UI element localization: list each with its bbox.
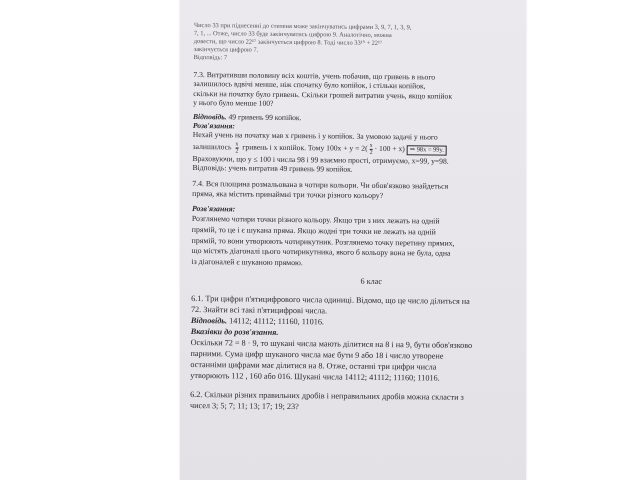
fraction — [235, 141, 238, 154]
problem-text-line: 6.1. Три цифри п'ятицифрового числа одиниці. Відомо, що це число ділиться на — [191, 293, 470, 306]
hint-line: парними. Сума цифр шуканого числа має бути 9 або 18 і число утворене — [190, 348, 444, 361]
hint-line: утворюють 112 , 160 або 016. Шукані числа 14112; 41112; 11160; 11016. — [190, 370, 440, 383]
document-page — [180, 0, 526, 480]
solution-line: із діагоналей є шуканою прямою. — [191, 256, 303, 267]
problem-7-4 — [191, 179, 512, 271]
problem-text-line: у нього було менше 100? — [193, 98, 274, 109]
text-line: Число 33 при піднесенні до степеня може закінчуватись цифрами 3, 9, 7, 1, 3, 9, — [193, 22, 412, 32]
answer-text: 14112; 41112; 11160, 11016. — [229, 316, 325, 327]
fraction-denominator: 2 — [235, 148, 239, 155]
fraction-denominator: 2 — [369, 149, 373, 156]
answer-label: Відповідь. — [192, 111, 227, 121]
solution-line: прямій, то вони утворюють чотирикутник. Розглянемо точку перетину прямих, — [191, 235, 455, 248]
problem-text-line: 6.2. Скільки різних правильних дробів і неправильних дробів можна скласти з — [190, 389, 464, 402]
problem-text-line: пряма, яка містить принаймні три точки різного кольору? — [192, 189, 384, 201]
problem-text-line: 72. Знайти всі такі п'ятицифрові числа. — [190, 304, 328, 316]
solution-text: залишилось — [192, 141, 232, 152]
problem-text-line: скільки на початку було гривень. Скільки грошей витратив учень, якщо копійок — [193, 88, 453, 101]
page-content — [190, 22, 514, 414]
solution-text: гривень і x копійок. Тому 100x + y = 2( — [242, 142, 368, 153]
fraction — [370, 142, 373, 155]
solution-line: Розглянемо чотири точки різного кольору. Якщо три з них лежать на одній — [191, 214, 440, 227]
problem-text-line: 7.3. Витративши половину всіх коштів, учень побачив, що гривень в нього — [193, 69, 436, 82]
problem-text-line: 7.4. Вся площина розмальована в чотири кольори. Чи обов'язково знайдеться — [192, 178, 449, 191]
fraction-numerator: x — [235, 141, 239, 148]
text-line: довести, що число 22¹⁷ закінчується цифрою 8. Тоді число 33¹⁹ + 22¹⁷ — [193, 37, 383, 47]
text-line: 7, 1, ... Отже, число 33 буде закінчуватись цифрою 9. Аналогічно, можна — [193, 29, 392, 40]
problem-text-line: чисел 3; 5; 7; 11; 13; 17; 19; 23? — [189, 400, 299, 411]
solution-heading: Розв'язання: — [192, 203, 236, 214]
solution-line: Нехай учень на початку мав x гривень і y копійок. За умовою задачі у нього — [192, 130, 438, 142]
solution-line: прямій, то це і є шукана пряма. Якщо жодні три точки не лежать на одній — [191, 225, 436, 237]
hints-heading: Вказівки до розв'язання. — [190, 326, 279, 337]
boxed-result: ⇒ 98x = 99y. — [407, 145, 447, 155]
answer-line: Відповідь: 7 — [193, 53, 228, 62]
solution-line: що містять діагоналі цього чотирикутника, якого б кольору вона не була, одна — [191, 246, 451, 258]
hint-line: останніми цифрами має ділитися на 8. Отже, останні три цифри числа — [190, 359, 437, 372]
hint-line: Оскільки 72 = 8 · 9, то шукані числа мають ділитися на 8 і на 9, бути обов'язково — [190, 337, 473, 350]
problem-6-1 — [190, 293, 511, 384]
top-block — [194, 22, 514, 65]
problem-7-3 — [192, 70, 513, 176]
solution-heading: Розв'язання: — [192, 121, 236, 131]
solution-text: · 100 + x) — [374, 143, 405, 154]
problem-6-2 — [190, 389, 510, 414]
fraction-numerator: x — [369, 142, 373, 149]
answer-text: 49 гривень 99 копійок. — [228, 111, 302, 122]
solution-line: Відповідь: учень витратив 49 гривень 99 копійок. — [192, 163, 353, 174]
answer-label: Відповідь. — [190, 315, 228, 326]
text-line: закінчується цифрою 7. — [193, 45, 259, 54]
grade-heading: 6 клас — [360, 277, 383, 287]
problem-text-line: залишилось вдвічі менше, ніж спочатку було копійок, і стільки копійок, — [193, 79, 426, 91]
solution-line: Враховуючи, що y ≤ 100 і числа 98 і 99 взаємно прості, отримуємо, x=99, y=98. — [192, 153, 449, 166]
